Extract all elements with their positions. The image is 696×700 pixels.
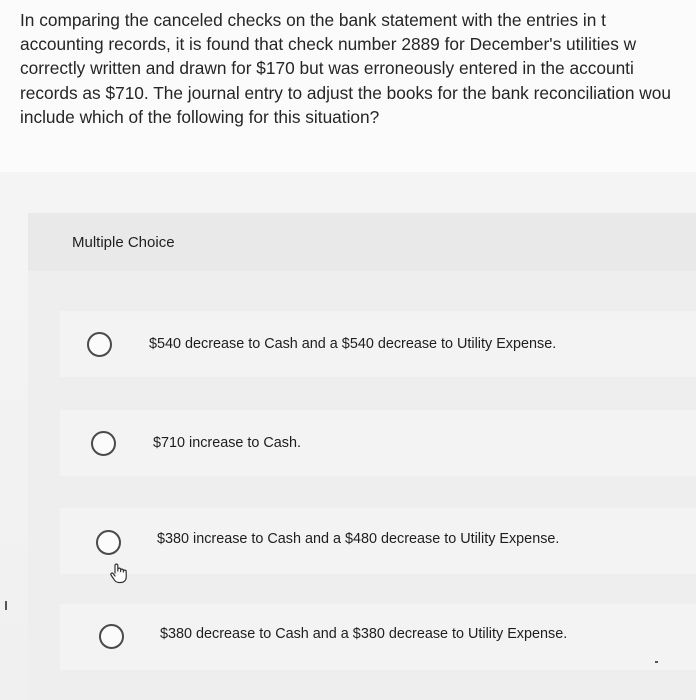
question-line: In comparing the canceled checks on the bank statement with the entries in t [20, 10, 606, 30]
answer-option-label[interactable]: $710 increase to Cash. [153, 435, 301, 451]
answer-option-label[interactable]: $380 decrease to Cash and a $380 decrease to Utility Expense. [160, 626, 568, 642]
answer-option-label[interactable]: $380 increase to Cash and a $480 decrease to Utility Expense. [157, 531, 560, 547]
radio-button-icon[interactable] [96, 530, 121, 555]
question-line: include which of the following for this situation? [20, 106, 380, 127]
edge-mark [655, 661, 658, 663]
question-line: correctly written and drawn for $170 but was erroneously entered in the accounti [20, 58, 634, 79]
question-text [20, 8, 696, 129]
hand-pointer-icon [109, 562, 129, 584]
question-line: records as $710. The journal entry to adjust the books for the bank reconciliation wou [20, 82, 671, 103]
radio-button-icon[interactable] [91, 431, 116, 456]
answer-option-label[interactable]: $540 decrease to Cash and a $540 decrease to Utility Expense. [149, 336, 557, 352]
radio-button-icon[interactable] [87, 332, 112, 357]
question-block [0, 0, 696, 172]
radio-button-icon[interactable] [99, 624, 124, 649]
multiple-choice-label: Multiple Choice [72, 234, 175, 251]
question-line: accounting records, it is found that check number 2889 for December's utilities w [20, 34, 637, 55]
edge-mark [5, 601, 7, 610]
